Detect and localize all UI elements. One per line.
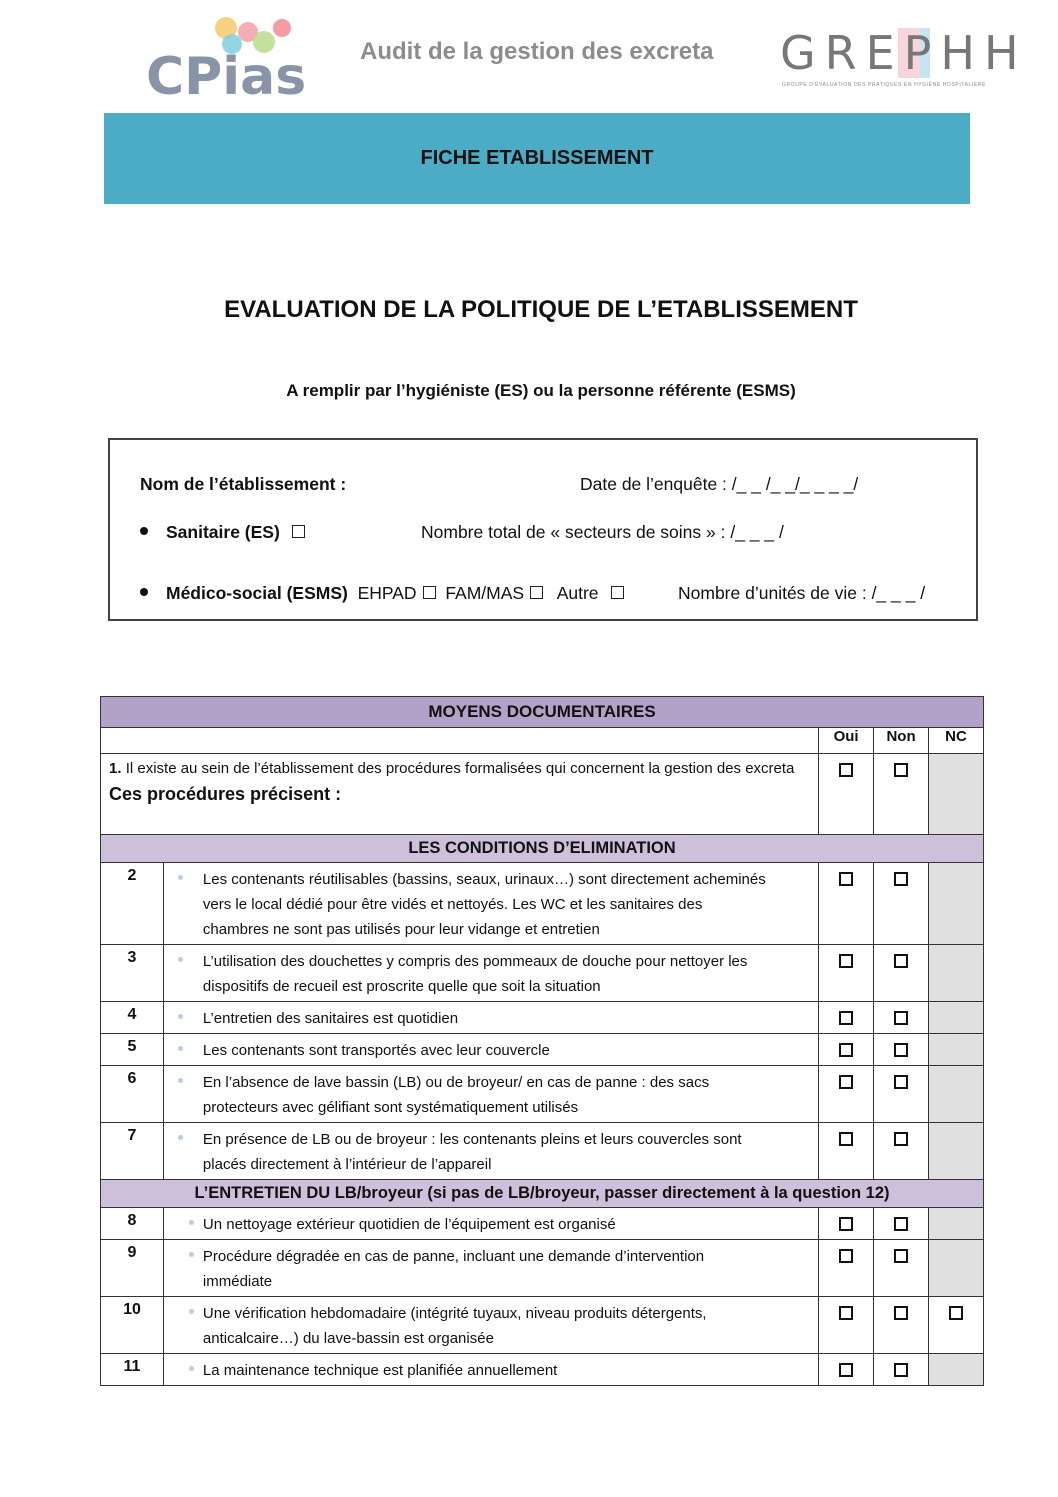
- subsection-title: L’ENTRETIEN DU LB/broyeur (si pas de LB/broyeur, passer directement à la question 12): [101, 1180, 984, 1208]
- cpias-logo: [146, 14, 306, 98]
- question-number: 7: [101, 1123, 164, 1180]
- q10-non[interactable]: [874, 1297, 929, 1354]
- question-row-11: [101, 1354, 984, 1386]
- header-title: Audit de la gestion des excreta: [360, 38, 714, 65]
- cpias-logo-graphic: [146, 14, 306, 98]
- q2-nc-disabled: [929, 863, 984, 945]
- question-row-5: [101, 1034, 984, 1066]
- q1-oui[interactable]: [819, 754, 874, 835]
- q4-oui[interactable]: [819, 1002, 874, 1034]
- sanitaire-option: [140, 522, 305, 543]
- grephh-logo-text: GREPHH: [780, 26, 1028, 80]
- medico-social-option: [140, 583, 624, 604]
- q9-non[interactable]: [874, 1240, 929, 1297]
- checkbox[interactable]: [894, 1132, 908, 1146]
- question-1-subheading: Ces procédures précisent :: [109, 784, 342, 804]
- checkbox[interactable]: [839, 1011, 853, 1025]
- q7-nc-disabled: [929, 1123, 984, 1180]
- column-non: Non: [874, 728, 929, 754]
- q7-oui[interactable]: [819, 1123, 874, 1180]
- bullet-icon: [189, 1309, 194, 1314]
- checkbox[interactable]: [894, 954, 908, 968]
- question-number: 8: [101, 1208, 164, 1240]
- bullet-icon: [178, 1046, 183, 1051]
- checkbox[interactable]: [894, 1075, 908, 1089]
- bullet-icon: [140, 588, 148, 596]
- question-row-9: [101, 1240, 984, 1297]
- bullet-icon: [178, 1135, 183, 1140]
- question-1-cell: [101, 754, 819, 835]
- subtitle: A remplir par l’hygiéniste (ES) ou la personne référente (ESMS): [286, 381, 796, 400]
- question-text: L’utilisation des douchettes y compris des pommeaux de douche pour nettoyer les dispositifs de recueil est proscrite quelle que soit la situation: [163, 945, 818, 1002]
- q3-non[interactable]: [874, 945, 929, 1002]
- q10-oui[interactable]: [819, 1297, 874, 1354]
- checkbox[interactable]: [894, 1217, 908, 1231]
- checkbox[interactable]: [894, 1306, 908, 1320]
- autre-label: Autre: [556, 583, 599, 603]
- checkbox[interactable]: [839, 1249, 853, 1263]
- q1-non[interactable]: [874, 754, 929, 835]
- question-row-3: [101, 945, 984, 1002]
- question-text: En l’absence de lave bassin (LB) ou de broyeur/ en cas de panne : des sacs protecteurs avec gélifiant sont systématiquement utilisés: [163, 1066, 818, 1123]
- secteurs-count-field[interactable]: Nombre total de « secteurs de soins » : /_ _ _ /: [421, 522, 784, 542]
- bullet-icon: [178, 1014, 183, 1019]
- bullet-icon: [140, 527, 148, 535]
- bullet-icon: [189, 1366, 194, 1371]
- question-number: 3: [101, 945, 164, 1002]
- bullet-icon: [178, 1078, 183, 1083]
- ehpad-checkbox[interactable]: [423, 586, 436, 599]
- checkbox[interactable]: [894, 1363, 908, 1377]
- q8-non[interactable]: [874, 1208, 929, 1240]
- checkbox[interactable]: [839, 763, 853, 777]
- question-text: Un nettoyage extérieur quotidien de l’équipement est organisé: [163, 1208, 818, 1240]
- fam-mas-checkbox[interactable]: [530, 586, 543, 599]
- q3-oui[interactable]: [819, 945, 874, 1002]
- q9-oui[interactable]: [819, 1240, 874, 1297]
- bullet-icon: [178, 875, 183, 880]
- ehpad-label: EHPAD: [357, 583, 417, 603]
- sanitaire-checkbox[interactable]: [292, 525, 305, 538]
- checkbox[interactable]: [949, 1306, 963, 1320]
- bullet-icon: [189, 1252, 194, 1257]
- banner: [104, 113, 970, 204]
- checkbox[interactable]: [839, 1132, 853, 1146]
- banner-title: FICHE ETABLISSEMENT: [420, 147, 654, 169]
- q11-nc-disabled: [929, 1354, 984, 1386]
- q6-nc-disabled: [929, 1066, 984, 1123]
- question-row-8: [101, 1208, 984, 1240]
- question-row-10: [101, 1297, 984, 1354]
- subsection-entretien-row: [101, 1180, 984, 1208]
- establishment-box: [108, 438, 978, 621]
- subsection-title: LES CONDITIONS D’ELIMINATION: [101, 835, 984, 863]
- checkbox[interactable]: [894, 1043, 908, 1057]
- checkbox[interactable]: [839, 1217, 853, 1231]
- q6-oui[interactable]: [819, 1066, 874, 1123]
- q5-oui[interactable]: [819, 1034, 874, 1066]
- section-header-row: [101, 697, 984, 728]
- q5-non[interactable]: [874, 1034, 929, 1066]
- bullet-icon: [178, 957, 183, 962]
- checkbox[interactable]: [839, 1363, 853, 1377]
- q10-nc[interactable]: [929, 1297, 984, 1354]
- q5-nc-disabled: [929, 1034, 984, 1066]
- question-text: La maintenance technique est planifiée annuellement: [163, 1354, 818, 1386]
- questionnaire-table: [100, 696, 984, 1386]
- q3-nc-disabled: [929, 945, 984, 1002]
- column-nc: NC: [929, 728, 984, 754]
- question-number: 11: [101, 1354, 164, 1386]
- sanitaire-label: Sanitaire (ES): [166, 522, 280, 542]
- medico-social-label: Médico-social (ESMS): [166, 583, 348, 603]
- question-row-2: [101, 863, 984, 945]
- question-row-6: [101, 1066, 984, 1123]
- survey-date-field[interactable]: Date de l’enquête : /_ _ /_ _/_ _ _ _/: [580, 474, 859, 494]
- fam-mas-label: FAM/MAS: [445, 583, 525, 603]
- checkbox[interactable]: [894, 1011, 908, 1025]
- q4-non[interactable]: [874, 1002, 929, 1034]
- subsection-elimination-row: [101, 835, 984, 863]
- question-row-7: [101, 1123, 984, 1180]
- checkbox[interactable]: [839, 872, 853, 886]
- question-text: Procédure dégradée en cas de panne, incluant une demande d’intervention immédiate: [163, 1240, 818, 1297]
- q2-oui[interactable]: [819, 863, 874, 945]
- question-row-1: [101, 754, 984, 835]
- column-oui: Oui: [819, 728, 874, 754]
- question-text: L’entretien des sanitaires est quotidien: [163, 1002, 818, 1034]
- bullet-icon: [189, 1220, 194, 1225]
- q1-nc-disabled: [929, 754, 984, 835]
- question-number: 4: [101, 1002, 164, 1034]
- question-text: En présence de LB ou de broyeur : les contenants pleins et leurs couvercles sont placés directement à l’intérieur de l’appareil: [163, 1123, 818, 1180]
- question-text: Les contenants sont transportés avec leur couvercle: [163, 1034, 818, 1066]
- column-header-row: [101, 728, 984, 754]
- autre-checkbox[interactable]: [611, 586, 624, 599]
- grephh-logo: [780, 26, 1028, 96]
- q9-nc-disabled: [929, 1240, 984, 1297]
- question-number: 6: [101, 1066, 164, 1123]
- question-number: 5: [101, 1034, 164, 1066]
- question-text: Une vérification hebdomadaire (intégrité tuyaux, niveau produits détergents, anticalcaire…) du lave-bassin est organisée: [163, 1297, 818, 1354]
- q6-non[interactable]: [874, 1066, 929, 1123]
- unites-count-field[interactable]: Nombre d’unités de vie : /_ _ _ /: [678, 583, 926, 603]
- question-row-4: [101, 1002, 984, 1034]
- q4-nc-disabled: [929, 1002, 984, 1034]
- checkbox[interactable]: [839, 954, 853, 968]
- question-number: 10: [101, 1297, 164, 1354]
- q11-non[interactable]: [874, 1354, 929, 1386]
- checkbox[interactable]: [894, 872, 908, 886]
- checkbox[interactable]: [839, 1075, 853, 1089]
- checkbox[interactable]: [894, 763, 908, 777]
- question-number: 2: [101, 863, 164, 945]
- q7-non[interactable]: [874, 1123, 929, 1180]
- grephh-tagline: GROUPE D'ÉVALUATION DES PRATIQUES EN HYGIÈNE HOSPITALIÈRE: [782, 82, 986, 88]
- q8-oui[interactable]: [819, 1208, 874, 1240]
- q8-nc-disabled: [929, 1208, 984, 1240]
- question-text: Les contenants réutilisables (bassins, seaux, urinaux…) sont directement acheminés vers le local dédié pour être vidés et nettoyés. Les WC et les sanitaires des chambres ne sont pas utilisés pour leur vidange et entretien: [163, 863, 818, 945]
- column-header-blank: [101, 728, 819, 754]
- establishment-name-label: Nom de l’établissement :: [140, 474, 347, 494]
- question-1-text: 1. Il existe au sein de l’établissement des procédures formalisées qui concernent la gestion des excreta: [109, 760, 795, 777]
- q11-oui[interactable]: [819, 1354, 874, 1386]
- checkbox[interactable]: [839, 1306, 853, 1320]
- checkbox[interactable]: [894, 1249, 908, 1263]
- q2-non[interactable]: [874, 863, 929, 945]
- cpias-logo-text: CPias: [146, 47, 306, 98]
- question-number: 9: [101, 1240, 164, 1297]
- section-title: MOYENS DOCUMENTAIRES: [101, 697, 984, 728]
- main-title: EVALUATION DE LA POLITIQUE DE L’ETABLISSEMENT: [224, 296, 858, 323]
- checkbox[interactable]: [839, 1043, 853, 1057]
